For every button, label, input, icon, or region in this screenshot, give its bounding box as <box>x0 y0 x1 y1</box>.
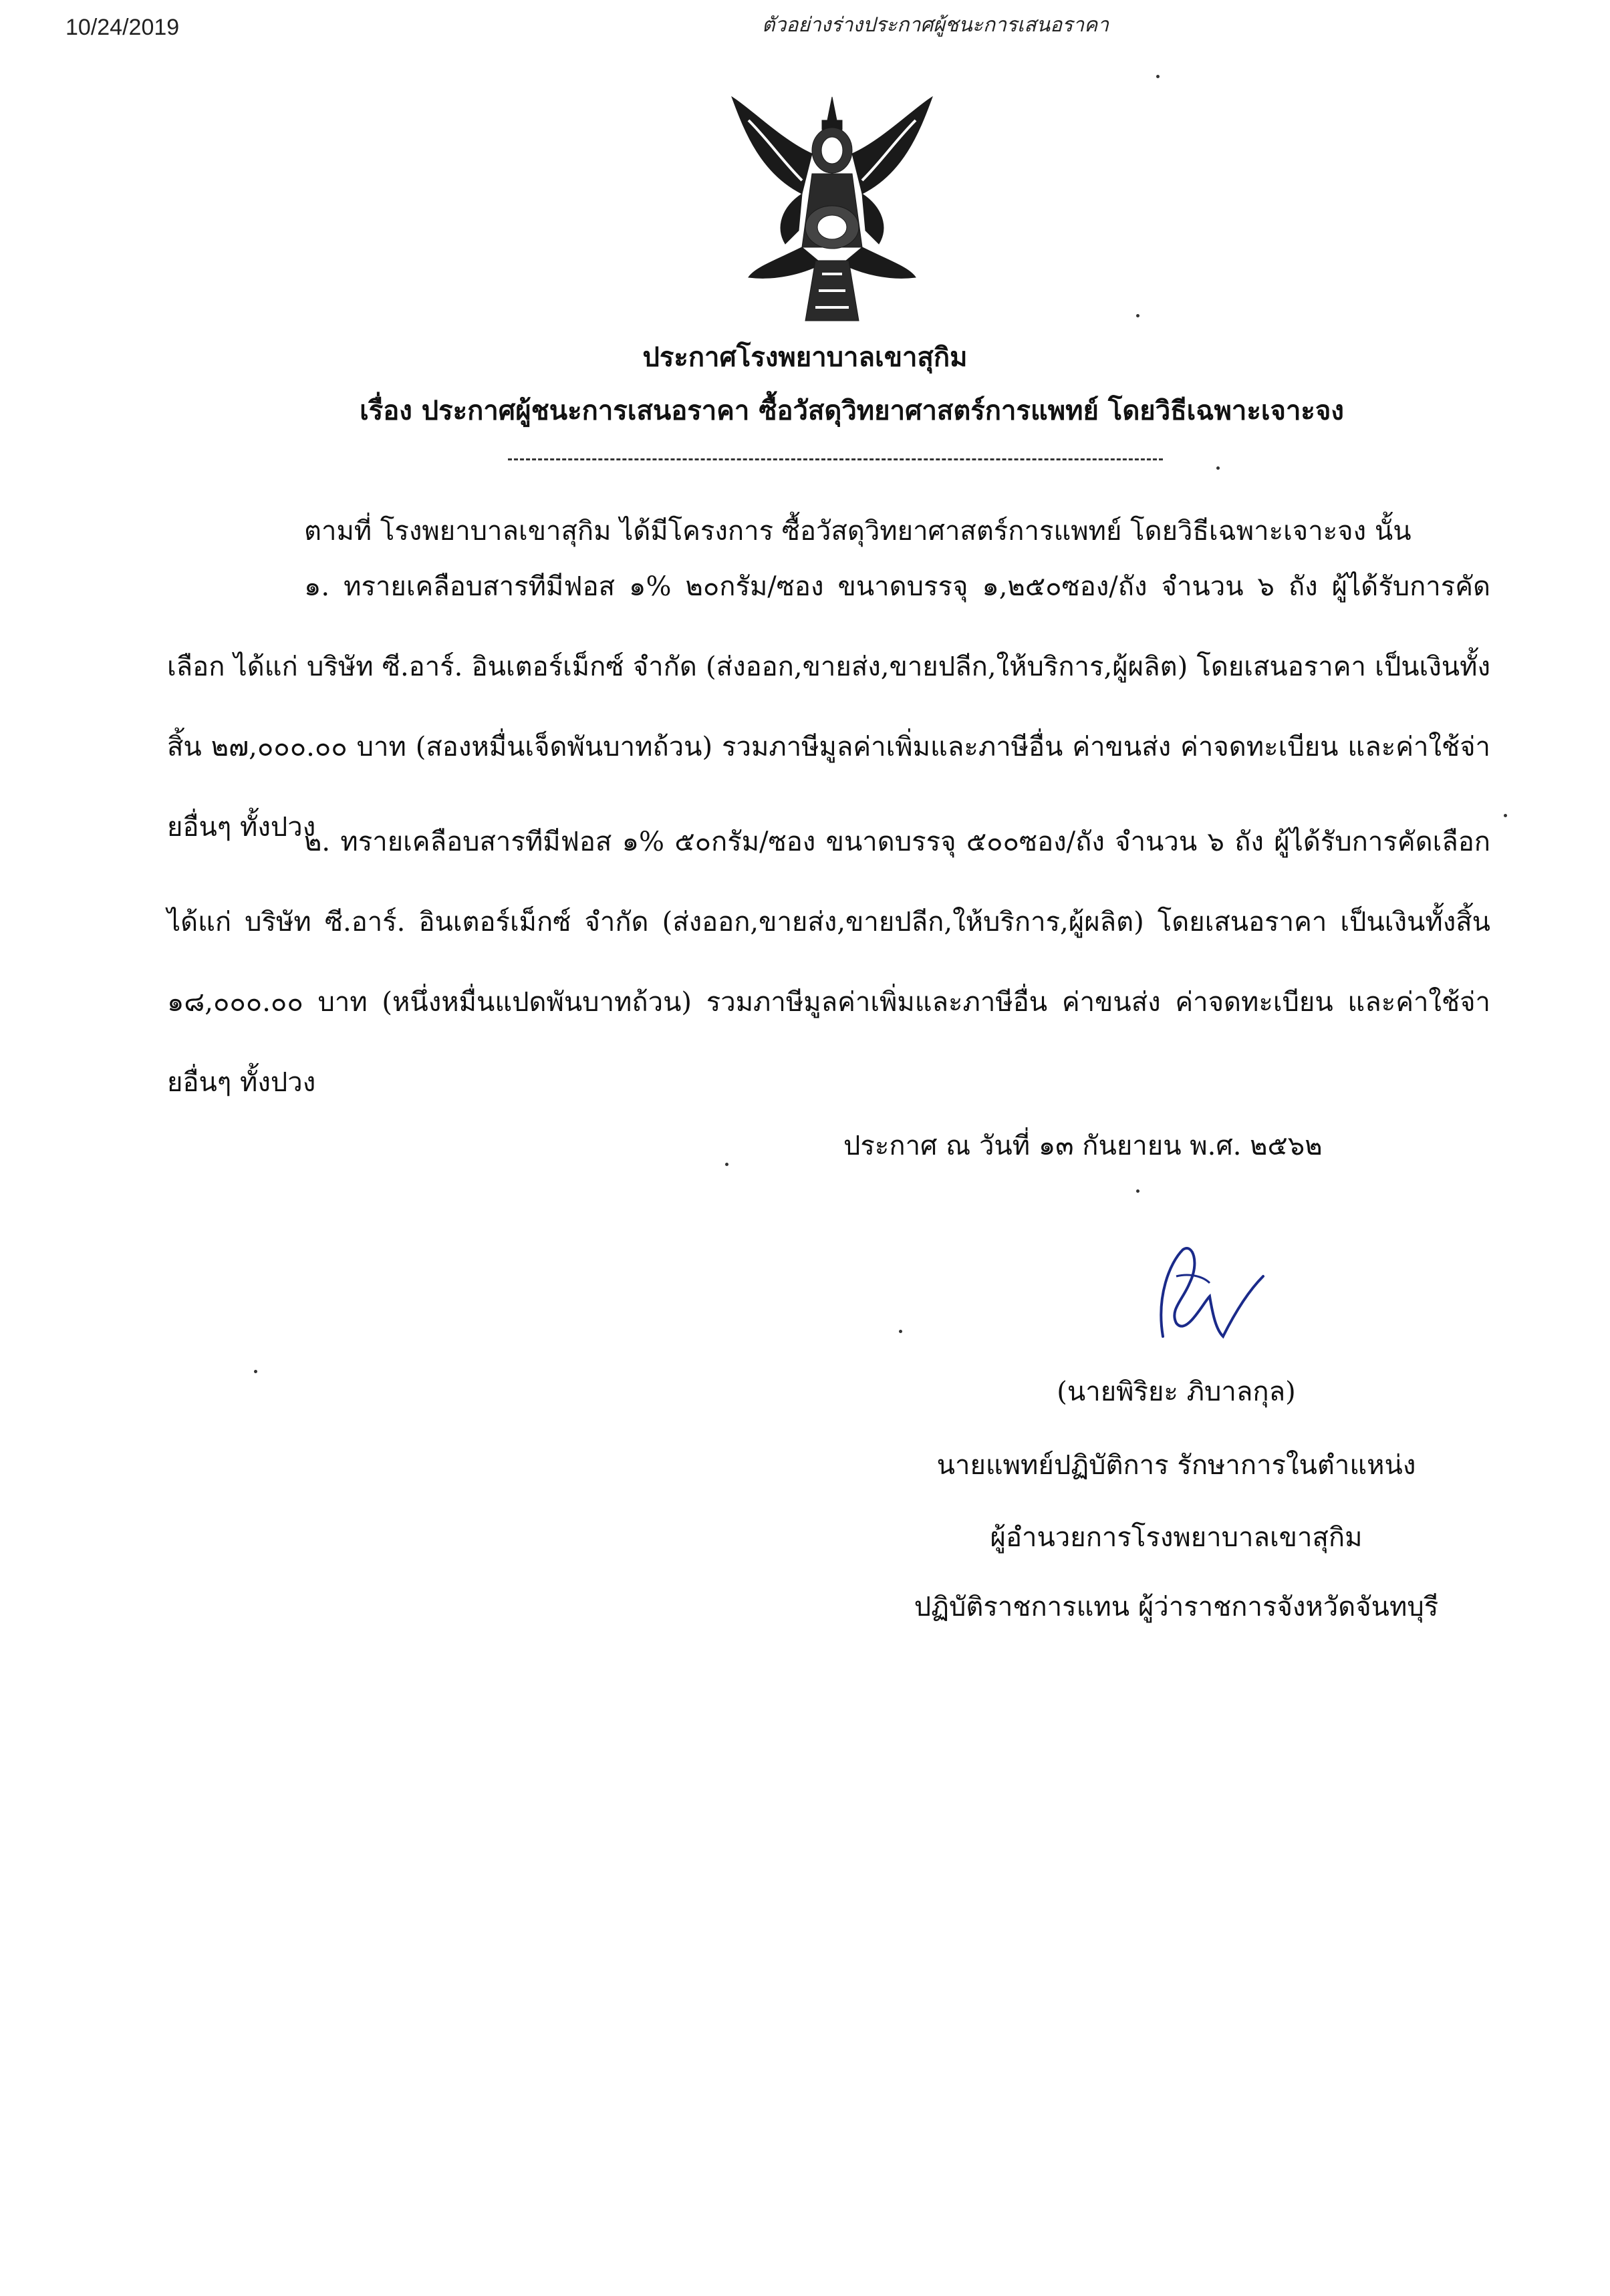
scan-speck <box>725 1163 728 1166</box>
scan-speck <box>1136 1189 1139 1193</box>
signer-position-2: ผู้อำนวยการโรงพยาบาลเขาสุกิม <box>990 1522 1363 1553</box>
garuda-emblem-icon <box>722 94 942 327</box>
scan-speck <box>899 1330 902 1333</box>
award-item-1: ๑. ทรายเคลือบสารทีมีฟอส ๑% ๒๐กรัม/ซอง ขนาดบรรจุ ๑,๒๕๐ซอง/ถัง จำนวน ๖ ถัง ผู้ได้รับการคัดเลือก ได้แก่ บริษัท ซี.อาร์. อินเตอร์เม็กซ์ จำกัด (ส่งออก,ขายส่ง,ขายปลีก,ให้บริการ,ผู้ผลิต) โดยเสนอราคา เป็นเงินทั้งสิ้น ๒๗,๐๐๐.๐๐ บาท (สองหมื่นเจ็ดพันบาทถ้วน) รวมภาษีมูลค่าเพิ่มและภาษีอื่น ค่าขนส่ง ค่าจดทะเบียน และค่าใช้จ่ายอื่นๆ ทั้งปวง <box>167 571 1490 843</box>
signer-name: (นายพิริยะ ภิบาลกุล) <box>1057 1377 1296 1407</box>
signature-icon <box>1136 1236 1270 1350</box>
scan-speck <box>1156 75 1160 78</box>
document-subject: เรื่อง ประกาศผู้ชนะการเสนอราคา ซื้อวัสดุวิทยาศาสตร์การแพทย์ โดยวิธีเฉพาะเจาะจง <box>360 395 1344 426</box>
scan-speck <box>1504 814 1507 817</box>
intro-paragraph: ตามที่ โรงพยาบาลเขาสุกิม ได้มีโครงการ ซื้อวัสดุวิทยาศาสตร์การแพทย์ โดยวิธีเฉพาะเจาะจง นั้น <box>304 516 1412 547</box>
scan-speck <box>1136 314 1139 317</box>
separator-line <box>508 458 1163 460</box>
scan-speck <box>254 1370 257 1373</box>
header-note: ตัวอย่างร่างประกาศผู้ชนะการเสนอราคา <box>762 14 1109 36</box>
signer-position-1: นายแพทย์ปฏิบัติการ รักษาการในตำแหน่ง <box>936 1450 1416 1481</box>
document-title: ประกาศโรงพยาบาลเขาสุกิม <box>642 341 968 373</box>
signer-position-3: ปฏิบัติราชการแทน ผู้ว่าราชการจังหวัดจันทบุรี <box>914 1592 1439 1622</box>
award-item-2: ๒. ทรายเคลือบสารทีมีฟอส ๑% ๕๐กรัม/ซอง ขนาดบรรจุ ๕๐๐ซอง/ถัง จำนวน ๖ ถัง ผู้ได้รับการคัดเลือก ได้แก่ บริษัท ซี.อาร์. อินเตอร์เม็กซ์ จำกัด (ส่งออก,ขายส่ง,ขายปลีก,ให้บริการ,ผู้ผลิต) โดยเสนอราคา เป็นเงินทั้งสิ้น ๑๘,๐๐๐.๐๐ บาท (หนึ่งหมื่นแปดพันบาทถ้วน) รวมภาษีมูลค่าเพิ่มและภาษีอื่น ค่าขนส่ง ค่าจดทะเบียน และค่าใช้จ่ายอื่นๆ ทั้งปวง <box>167 827 1490 1098</box>
print-date: 10/24/2019 <box>65 15 180 40</box>
scan-speck <box>1216 466 1220 470</box>
announce-date: ประกาศ ณ วันที่ ๑๓ กันยายน พ.ศ. ๒๕๖๒ <box>843 1131 1323 1161</box>
